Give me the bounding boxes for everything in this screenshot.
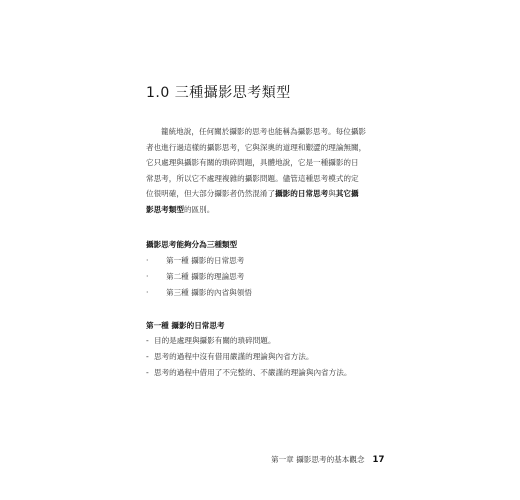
bullet: · <box>146 272 149 281</box>
first-type-heading: 第一種 攝影的日常思考 <box>146 321 225 330</box>
list-item-text: 思考的過程中借用了不完整的、不嚴謹的理論與內省方法。 <box>154 368 352 377</box>
page-footer <box>271 454 384 465</box>
paragraph-text: 與 <box>328 189 336 199</box>
list-item-text: 第二種 攝影的理論思考 <box>166 272 245 281</box>
paragraph-line <box>146 186 378 202</box>
paragraph-text: 位很明確，但大部分攝影者仍然混淆了 <box>146 189 276 199</box>
section-title: 1.0 三種攝影思考類型 <box>146 85 291 101</box>
paragraph-line: 常思考，所以它不處理複雜的攝影問題。儘管這種思考模式的定 <box>146 173 359 183</box>
types-heading: 攝影思考能夠分為三種類型 <box>146 240 238 249</box>
paragraph-line: 籠統地說，任何關於攝影的思考也能稱為攝影思考。每位攝影 <box>161 127 367 136</box>
list-item-text: 第一種 攝影的日常思考 <box>166 256 245 265</box>
paragraph-line <box>146 202 378 218</box>
list-item-text: 思考的過程中沒有借用嚴謹的理論與內省方法。 <box>154 352 314 361</box>
bullet: · <box>146 256 149 265</box>
emphasis-other-types-cont: 影思考類型 <box>146 204 184 214</box>
bullet: - <box>146 368 149 377</box>
list-item-text: 第三種 攝影的內省與領悟 <box>166 288 252 297</box>
bullet: - <box>146 352 149 361</box>
chapter-title: 第一章 攝影思考的基本觀念 <box>271 455 365 464</box>
list-item-text: 目的是處理與攝影有關的瑣碎問題。 <box>154 336 276 345</box>
paragraph-line: 它只處理與攝影有關的瑣碎問題，具體地說，它是一種攝影的日 <box>146 158 359 168</box>
paragraph-text: 的區別。 <box>183 204 215 214</box>
paragraph-line: 者也進行過這樣的攝影思考，它與深奧的道理和艱澀的理論無關， <box>146 142 367 152</box>
bullet: · <box>146 288 149 297</box>
intro-paragraph <box>146 124 378 218</box>
bullet: - <box>146 336 149 345</box>
emphasis-daily-thinking: 攝影的日常思考 <box>275 189 329 199</box>
page-number: 17 <box>372 455 385 465</box>
emphasis-other-types: 其它攝 <box>335 189 359 199</box>
